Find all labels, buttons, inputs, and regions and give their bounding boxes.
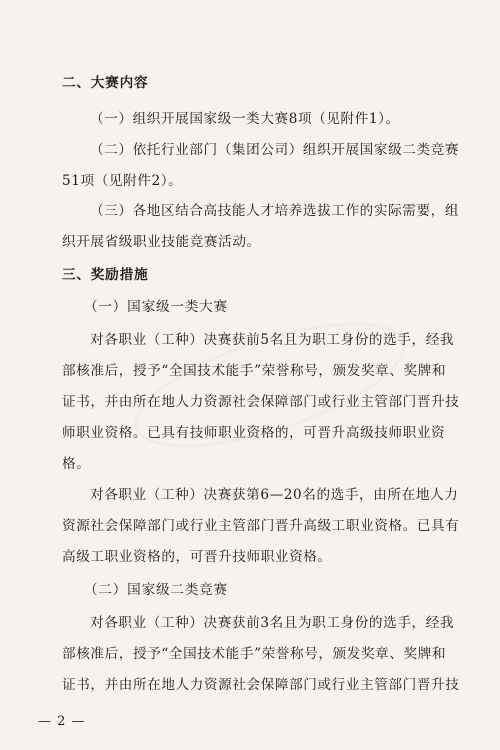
contest-item-3-line-1: （三）各地区结合高技能人才培养选拔工作的实际需要，组 bbox=[90, 203, 460, 219]
paragraph-class-one-a-line-3: 证书，并由所在地人力资源社会保障部门或行业主管部门晋升技 bbox=[62, 394, 460, 410]
paragraph-class-one-a-line-4: 师职业资格。已具有技师职业资格的，可晋升高级技师职业资 bbox=[62, 425, 446, 441]
contest-item-2-line-1: （二）依托行业部门（集团公司）组织开展国家级二类竞赛 bbox=[90, 142, 460, 158]
contest-item-3-line-2: 织开展省级职业技能竞赛活动。 bbox=[62, 234, 261, 250]
paragraph-class-two-line-1: 对各职业（工种）决赛获前3名且为职工身份的选手，经我 bbox=[90, 615, 455, 631]
paragraph-class-one-a-line-2: 部核准后，授予“全国技术能手”荣誉称号，颁发奖章、奖牌和 bbox=[62, 363, 447, 379]
paragraph-class-one-a-line-5: 格。 bbox=[62, 456, 91, 472]
contest-item-2-line-2: 51项（见附件2）。 bbox=[62, 173, 183, 189]
subheading-class-two: （二）国家级二类竞赛 bbox=[84, 582, 228, 598]
paragraph-class-two-line-2: 部核准后，授予“全国技术能手”荣誉称号，颁发奖章、奖牌和 bbox=[62, 646, 447, 662]
page-number: — 2 — bbox=[38, 714, 86, 729]
paragraph-class-one-b-line-1: 对各职业（工种）决赛获第6—20名的选手，由所在地人力 bbox=[90, 487, 459, 503]
section-heading-rewards: 三、奖励措施 bbox=[62, 267, 149, 283]
paragraph-class-one-a-line-1: 对各职业（工种）决赛获前5名且为职工身份的选手，经我 bbox=[90, 332, 455, 348]
paragraph-class-one-b-line-2: 资源社会保障部门或行业主管部门晋升高级工职业资格。已具有 bbox=[62, 518, 460, 534]
subheading-class-one: （一）国家级一类大赛 bbox=[84, 299, 228, 315]
paragraph-class-one-b-line-3: 高级工职业资格的，可晋升技师职业资格。 bbox=[62, 549, 332, 565]
paragraph-class-two-line-3: 证书，并由所在地人力资源社会保障部门或行业主管部门晋升技 bbox=[62, 677, 460, 693]
section-heading-contest-content: 二、大赛内容 bbox=[62, 75, 149, 91]
contest-item-1: （一）组织开展国家级一类大赛8项（见附件1）。 bbox=[90, 111, 400, 127]
